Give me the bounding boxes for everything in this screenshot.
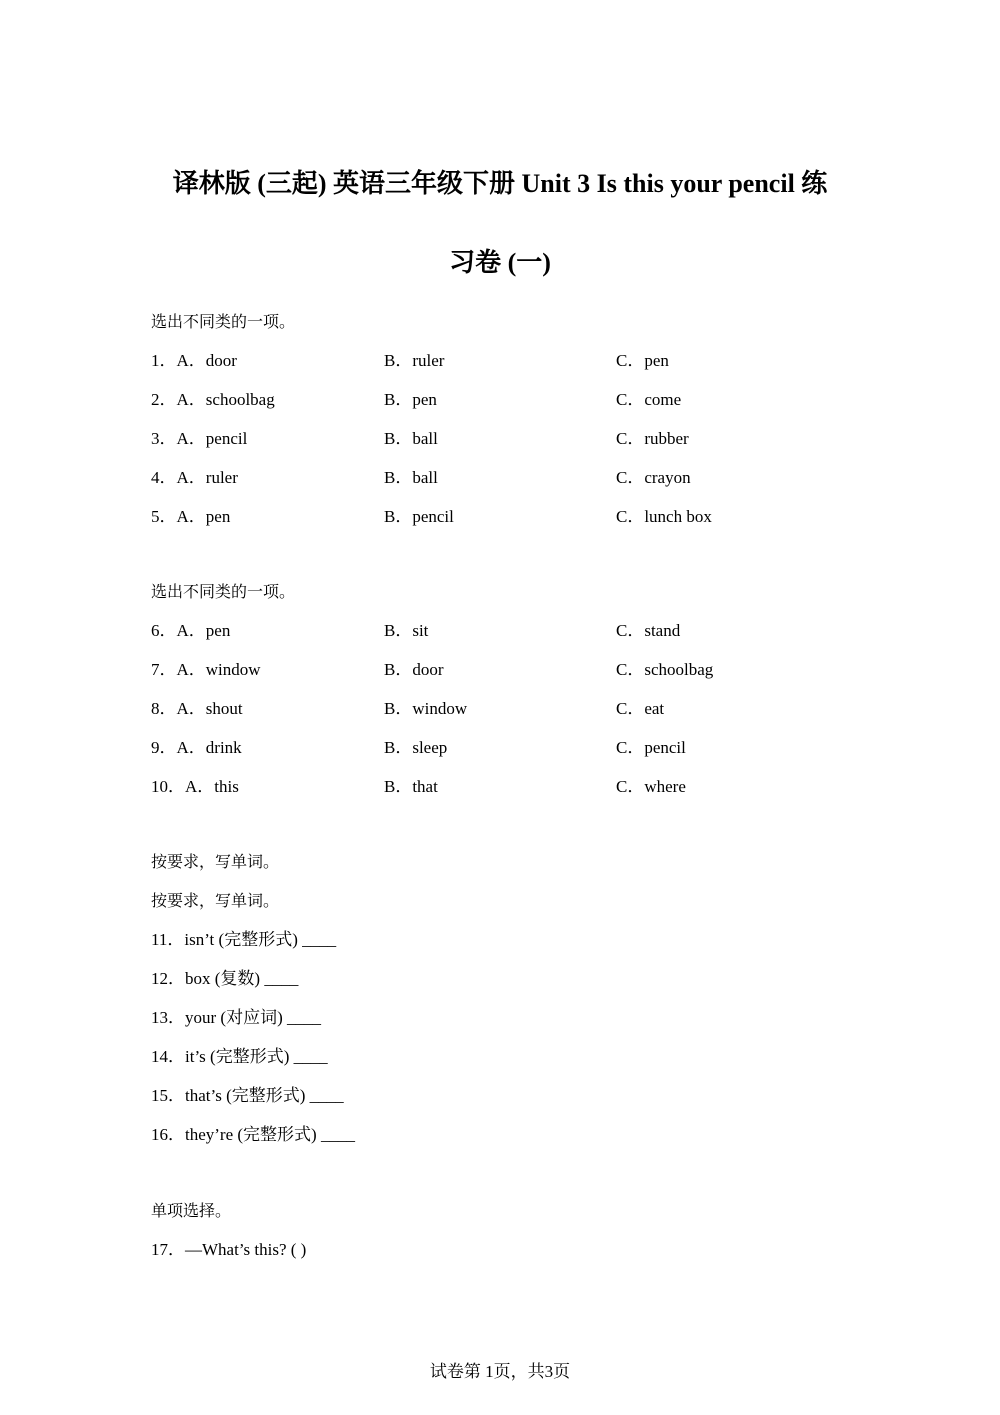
fill-in-item: 13．your (对应词) ____	[151, 1008, 321, 1027]
option-c: C．schoolbag	[616, 660, 714, 679]
fill-in-item: 16．they’re (完整形式) ____	[151, 1125, 355, 1144]
option-a: 6．A．pen	[151, 621, 231, 640]
option-c: C．lunch box	[616, 507, 712, 526]
fill-in-item: 15．that’s (完整形式) ____	[151, 1086, 344, 1105]
option-c: C．pencil	[616, 738, 686, 757]
option-b: B．sit	[384, 621, 429, 640]
option-b: B．window	[384, 699, 468, 718]
section-3	[151, 851, 851, 1163]
option-a: 1．A．door	[151, 351, 237, 370]
option-a: 9．A．drink	[151, 738, 242, 757]
option-b: B．ball	[384, 468, 438, 487]
option-a: 8．A．shout	[151, 699, 243, 718]
option-b: B．that	[384, 777, 438, 796]
question-row	[151, 389, 851, 428]
option-c: C．where	[616, 777, 686, 796]
section-subheading: 按要求，写单词。	[151, 891, 280, 910]
fill-in-item: 14．it’s (完整形式) ____	[151, 1047, 328, 1066]
section-heading: 单项选择。	[151, 1201, 232, 1220]
page-footer: 试卷第 1页，共3页	[429, 1362, 571, 1381]
choice-question: 17．—What’s this? ( )	[151, 1240, 307, 1259]
section-heading: 选出不同类的一项。	[151, 582, 296, 601]
option-b: B．sleep	[384, 738, 448, 757]
option-c: C．eat	[616, 699, 665, 718]
question-row	[151, 659, 851, 698]
option-a: 2．A．schoolbag	[151, 390, 275, 409]
option-b: B．pencil	[384, 507, 454, 526]
page-title-line-2: 习卷 (一)	[449, 248, 551, 277]
question-row	[151, 698, 851, 737]
question-row	[151, 776, 851, 815]
option-a: 4．A．ruler	[151, 468, 238, 487]
option-b: B．ruler	[384, 351, 445, 370]
question-row	[151, 506, 851, 545]
option-b: B．ball	[384, 429, 438, 448]
option-a: 5．A．pen	[151, 507, 231, 526]
question-row	[151, 737, 851, 776]
option-b: B．door	[384, 660, 444, 679]
question-row	[151, 467, 851, 506]
question-row	[151, 620, 851, 659]
option-a: 7．A．window	[151, 660, 261, 679]
option-b: B．pen	[384, 390, 437, 409]
section-2	[151, 581, 851, 815]
question-row	[151, 350, 851, 389]
option-c: C．stand	[616, 621, 681, 640]
option-a: 10．A．this	[151, 777, 239, 796]
question-row	[151, 428, 851, 467]
option-a: 3．A．pencil	[151, 429, 248, 448]
page-title-line-1: 译林版 (三起) 英语三年级下册 Unit 3 Is this your pencil 练	[172, 169, 828, 198]
fill-in-item: 11．isn’t (完整形式) ____	[151, 930, 337, 949]
option-c: C．come	[616, 390, 682, 409]
option-c: C．pen	[616, 351, 669, 370]
section-heading: 选出不同类的一项。	[151, 312, 296, 331]
section-1	[151, 311, 851, 545]
fill-in-item: 12．box (复数) ____	[151, 969, 299, 988]
option-c: C．crayon	[616, 468, 691, 487]
section-heading: 按要求，写单词。	[151, 852, 280, 871]
option-c: C．rubber	[616, 429, 689, 448]
section-4	[151, 1200, 851, 1278]
